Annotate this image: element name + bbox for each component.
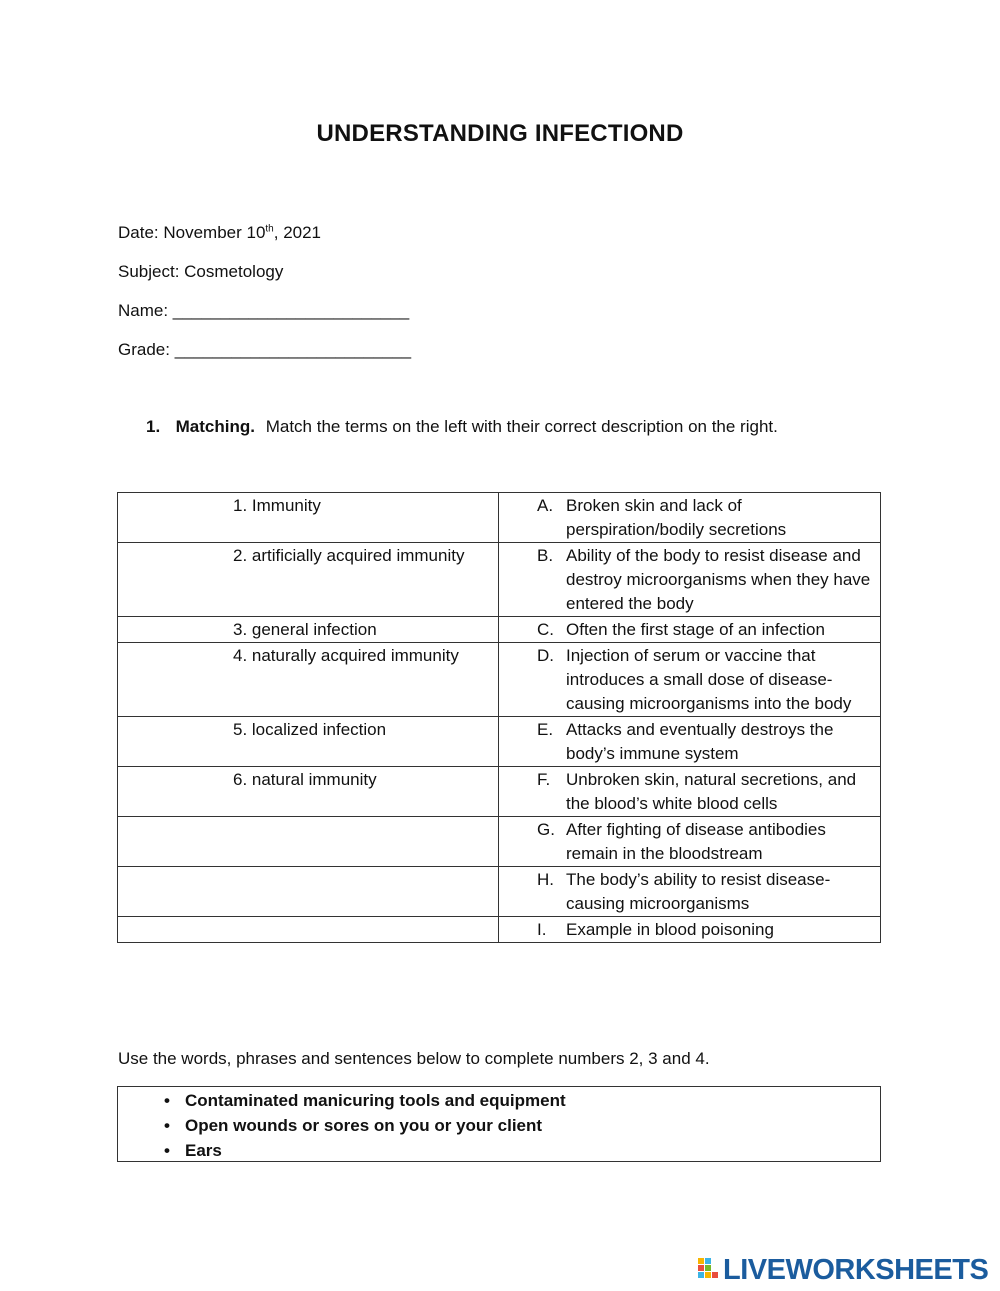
matching-description-cell xyxy=(499,543,881,617)
question-1-number: 1. xyxy=(146,417,161,436)
matching-description: Example in blood poisoning xyxy=(566,920,774,939)
bullet-icon: • xyxy=(164,1091,170,1110)
matching-term: 1. Immunity xyxy=(118,493,499,543)
matching-row xyxy=(118,493,881,543)
matching-term xyxy=(118,917,499,943)
matching-row xyxy=(118,643,881,717)
matching-term: 3. general infection xyxy=(118,617,499,643)
matching-term: 5. localized infection xyxy=(118,717,499,767)
matching-row xyxy=(118,867,881,917)
question-1-text: Match the terms on the left with their correct description on the right. xyxy=(265,417,778,436)
matching-letter: I. xyxy=(537,920,547,939)
wordbank-item xyxy=(118,1088,880,1113)
matching-row xyxy=(118,617,881,643)
grade-line: Grade: _________________________ xyxy=(118,340,412,359)
matching-term: 2. artificially acquired immunity xyxy=(118,543,499,617)
matching-term xyxy=(118,817,499,867)
worksheet-title: UNDERSTANDING INFECTIOND xyxy=(316,120,684,147)
matching-row xyxy=(118,717,881,767)
matching-term: 6. natural immunity xyxy=(118,767,499,817)
matching-row xyxy=(118,767,881,817)
matching-description: The body’s ability to resist disease-causing microorganisms xyxy=(566,870,831,913)
matching-letter: F. xyxy=(537,770,551,789)
matching-term xyxy=(118,867,499,917)
wordbank-item-text: Contaminated manicuring tools and equipment xyxy=(185,1091,566,1110)
question-1-heading: Matching. xyxy=(175,417,255,436)
matching-letter: B. xyxy=(537,546,554,565)
date-line xyxy=(118,223,321,243)
wordbank-item-text: Ears xyxy=(185,1141,222,1160)
date-label: Date: November 10 xyxy=(118,223,266,242)
matching-row xyxy=(118,543,881,617)
wordbank-instructions: Use the words, phrases and sentences below to complete numbers 2, 3 and 4. xyxy=(118,1049,710,1068)
matching-letter: G. xyxy=(537,820,555,839)
matching-description-cell xyxy=(499,717,881,767)
wordbank-list xyxy=(118,1088,880,1163)
liveworksheets-logo xyxy=(697,1254,988,1286)
date-year: , 2021 xyxy=(273,223,322,242)
matching-description-cell xyxy=(499,617,881,643)
matching-description-cell xyxy=(499,493,881,543)
matching-letter: H. xyxy=(537,870,554,889)
name-line: Name: _________________________ xyxy=(118,301,410,320)
matching-description: Injection of serum or vaccine that introduces a small dose of disease-causing microorganisms into the body xyxy=(566,646,852,713)
wordbank-item-text: Open wounds or sores on you or your client xyxy=(185,1116,543,1135)
matching-description: Broken skin and lack of perspiration/bodily secretions xyxy=(566,496,787,539)
matching-description-cell xyxy=(499,817,881,867)
subject-line: Subject: Cosmetology xyxy=(118,262,284,281)
matching-description: Attacks and eventually destroys the body’s immune system xyxy=(566,720,834,763)
wordbank-item xyxy=(118,1113,880,1138)
matching-description: Often the first stage of an infection xyxy=(566,620,825,639)
matching-letter: D. xyxy=(537,646,554,665)
question-1 xyxy=(146,417,778,437)
matching-row xyxy=(118,917,881,943)
date-superscript: th xyxy=(265,223,274,235)
wordbank-box xyxy=(117,1086,881,1162)
matching-letter: C. xyxy=(537,620,554,639)
matching-description-cell xyxy=(499,917,881,943)
wordbank-item xyxy=(118,1138,880,1163)
matching-letter: E. xyxy=(537,720,554,739)
liveworksheets-logo-text: LIVEWORKSHEETS xyxy=(723,1253,989,1286)
matching-description-cell xyxy=(499,767,881,817)
bullet-icon: • xyxy=(164,1141,170,1160)
matching-row xyxy=(118,817,881,867)
matching-description-cell xyxy=(499,867,881,917)
matching-term: 4. naturally acquired immunity xyxy=(118,643,499,717)
matching-letter: A. xyxy=(537,496,554,515)
matching-description: Ability of the body to resist disease and destroy microorganisms when they have entered the body xyxy=(566,546,871,613)
matching-description: After fighting of disease antibodies remain in the bloodstream xyxy=(566,820,826,863)
bullet-icon: • xyxy=(164,1116,170,1135)
matching-description-cell xyxy=(499,643,881,717)
liveworksheets-logo-icon xyxy=(697,1257,721,1283)
matching-description: Unbroken skin, natural secretions, and the blood’s white blood cells xyxy=(566,770,857,813)
matching-table xyxy=(117,492,881,943)
